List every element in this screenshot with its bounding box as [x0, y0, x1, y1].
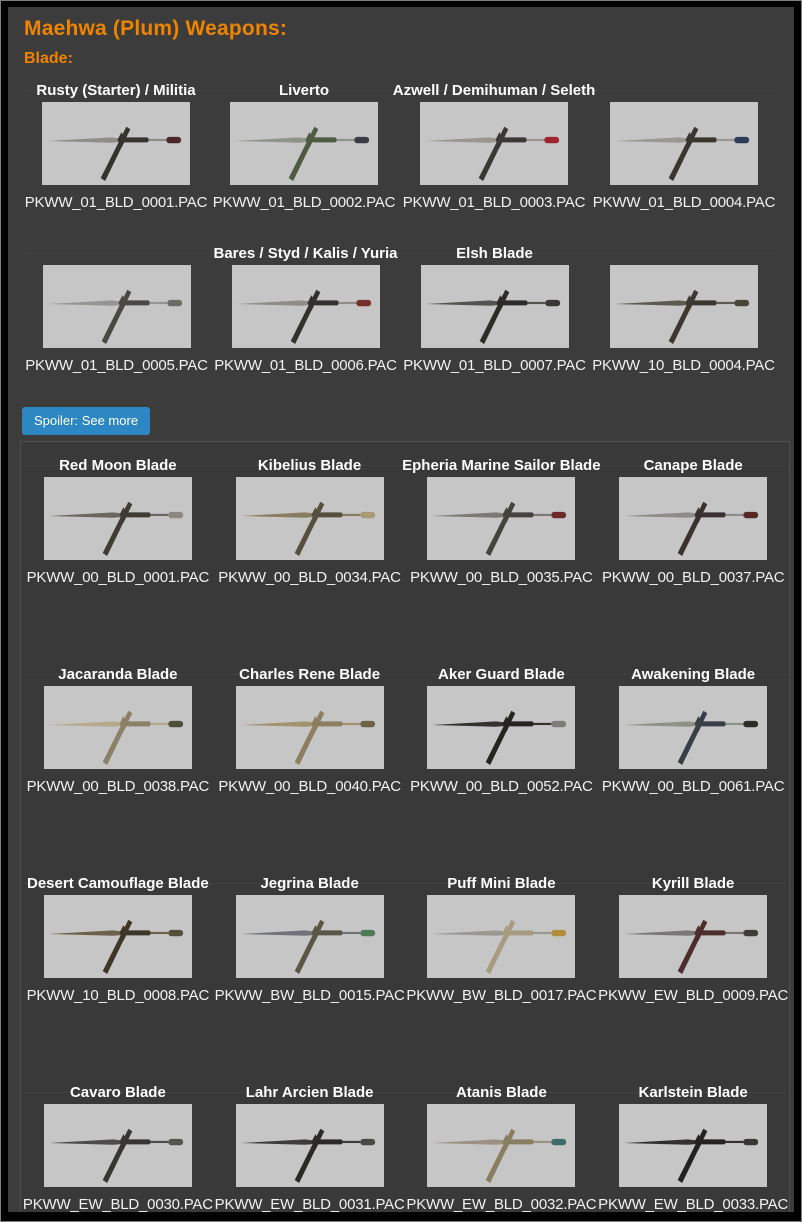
weapon-filename: PKWW_00_BLD_0038.PAC	[26, 778, 210, 795]
weapon-title: Awakening Blade	[631, 666, 756, 683]
weapon-thumbnail	[42, 102, 190, 185]
sword-icon	[44, 477, 192, 560]
sword-icon	[236, 686, 384, 769]
weapon-thumbnail	[619, 1104, 767, 1187]
sword-icon	[42, 102, 190, 185]
weapon-filename: PKWW_01_BLD_0002.PAC	[212, 194, 396, 211]
weapon-thumbnail	[420, 102, 568, 185]
weapon-thumbnail	[610, 102, 758, 185]
weapon-grid-top	[22, 81, 778, 375]
weapon-thumbnail	[421, 265, 569, 348]
weapon-thumbnail	[44, 686, 192, 769]
weapon-item	[22, 81, 210, 212]
weapon-title: Jacaranda Blade	[58, 666, 178, 683]
weapon-filename: PKWW_01_BLD_0004.PAC	[592, 194, 776, 211]
weapon-title: Canape Blade	[643, 457, 743, 474]
weapon-thumbnail	[236, 895, 384, 978]
weapon-item	[22, 244, 211, 375]
sword-icon	[619, 1104, 767, 1187]
sword-icon	[619, 477, 767, 560]
spoiler-panel	[20, 441, 790, 1212]
weapon-thumbnail	[619, 477, 767, 560]
weapon-item	[211, 244, 400, 375]
weapon-row	[22, 456, 789, 587]
weapon-grid-spoiler	[22, 456, 789, 1212]
weapon-filename: PKWW_BW_BLD_0017.PAC	[406, 987, 597, 1004]
weapon-item	[597, 1083, 789, 1212]
weapon-filename: PKWW_00_BLD_0001.PAC	[26, 569, 210, 586]
weapon-title: Charles Rene Blade	[239, 666, 381, 683]
sword-icon	[236, 1104, 384, 1187]
weapon-filename: PKWW_EW_BLD_0033.PAC	[598, 1196, 789, 1212]
sword-icon	[610, 102, 758, 185]
sword-icon	[43, 265, 191, 348]
sword-icon	[44, 686, 192, 769]
weapon-row	[22, 665, 789, 796]
weapon-filename: PKWW_10_BLD_0004.PAC	[592, 357, 775, 374]
weapon-row	[22, 244, 778, 375]
sword-icon	[236, 895, 384, 978]
weapon-thumbnail	[619, 895, 767, 978]
weapon-item	[406, 665, 598, 796]
weapon-filename: PKWW_00_BLD_0037.PAC	[601, 569, 785, 586]
weapon-item	[402, 456, 601, 587]
weapon-item	[406, 874, 598, 1005]
weapon-item	[214, 665, 406, 796]
weapon-item	[22, 1083, 214, 1212]
weapon-thumbnail	[230, 102, 378, 185]
weapon-thumbnail	[236, 686, 384, 769]
weapon-filename: PKWW_EW_BLD_0031.PAC	[214, 1196, 405, 1212]
sword-icon	[427, 477, 575, 560]
sword-icon	[610, 265, 758, 348]
weapon-filename: PKWW_10_BLD_0008.PAC	[26, 987, 210, 1004]
weapon-filename: PKWW_00_BLD_0061.PAC	[601, 778, 785, 795]
weapon-thumbnail	[43, 265, 191, 348]
sword-icon	[619, 895, 767, 978]
weapon-item	[597, 456, 789, 587]
weapon-title: Azwell / Demihuman / Seleth	[392, 82, 596, 99]
weapon-thumbnail	[427, 895, 575, 978]
sword-icon	[427, 895, 575, 978]
weapon-title: Kibelius Blade	[257, 457, 362, 474]
weapon-row	[22, 81, 778, 212]
weapon-row	[22, 874, 789, 1005]
weapon-title: Elsh Blade	[456, 245, 533, 262]
weapon-title: Epheria Marine Sailor Blade	[402, 457, 601, 474]
weapon-item	[589, 244, 778, 375]
page-title: Maehwa (Plum) Weapons:	[24, 17, 288, 40]
weapon-filename: PKWW_BW_BLD_0015.PAC	[214, 987, 405, 1004]
weapon-thumbnail	[236, 477, 384, 560]
sword-icon	[427, 1104, 575, 1187]
sword-icon	[232, 265, 380, 348]
weapon-title: Karlstein Blade	[638, 1084, 748, 1101]
weapon-title: Desert Camouflage Blade	[27, 875, 209, 892]
weapon-title: Bares / Styd / Kalis / Yuria	[213, 245, 398, 262]
weapon-filename: PKWW_EW_BLD_0030.PAC	[22, 1196, 213, 1212]
weapon-thumbnail	[232, 265, 380, 348]
weapon-thumbnail	[619, 686, 767, 769]
weapon-filename: PKWW_00_BLD_0034.PAC	[218, 569, 401, 586]
weapon-title: Lahr Arcien Blade	[245, 1084, 374, 1101]
weapon-title: Aker Guard Blade	[438, 666, 565, 683]
sword-icon	[236, 477, 384, 560]
weapon-item	[597, 665, 789, 796]
sword-icon	[619, 686, 767, 769]
sword-icon	[230, 102, 378, 185]
weapon-filename: PKWW_01_BLD_0007.PAC	[403, 357, 586, 374]
weapon-thumbnail	[427, 1104, 575, 1187]
weapon-thumbnail	[44, 895, 192, 978]
section-title-blade: Blade:	[24, 50, 73, 67]
weapon-filename: PKWW_EW_BLD_0009.PAC	[598, 987, 789, 1004]
forum-post-body	[8, 7, 794, 1212]
weapon-item	[214, 1083, 406, 1212]
weapon-item	[597, 874, 789, 1005]
weapon-filename: PKWW_01_BLD_0006.PAC	[214, 357, 397, 374]
weapon-filename: PKWW_00_BLD_0052.PAC	[410, 778, 593, 795]
weapon-item	[392, 81, 596, 212]
weapon-title: Liverto	[278, 82, 329, 99]
sword-icon	[427, 686, 575, 769]
sword-icon	[421, 265, 569, 348]
weapon-filename: PKWW_00_BLD_0040.PAC	[218, 778, 401, 795]
weapon-item	[22, 456, 214, 587]
weapon-filename: PKWW_00_BLD_0035.PAC	[410, 569, 593, 586]
weapon-thumbnail	[427, 686, 575, 769]
sword-icon	[420, 102, 568, 185]
weapon-item	[22, 665, 214, 796]
weapon-title: Red Moon Blade	[59, 457, 177, 474]
weapon-filename: PKWW_01_BLD_0005.PAC	[25, 357, 208, 374]
weapon-thumbnail	[610, 265, 758, 348]
weapon-row	[22, 1083, 789, 1212]
weapon-filename: PKWW_01_BLD_0003.PAC	[402, 194, 586, 211]
weapon-item	[22, 874, 214, 1005]
weapon-item	[406, 1083, 598, 1212]
spoiler-toggle-button[interactable]: Spoiler: See more	[22, 407, 150, 435]
weapon-item	[210, 81, 398, 212]
weapon-title: Atanis Blade	[455, 1084, 547, 1101]
weapon-title: Jegrina Blade	[260, 875, 359, 892]
weapon-title: Kyrill Blade	[651, 875, 735, 892]
weapon-title: Rusty (Starter) / Militia	[36, 82, 196, 99]
weapon-thumbnail	[44, 477, 192, 560]
sword-icon	[44, 895, 192, 978]
weapon-filename: PKWW_01_BLD_0001.PAC	[24, 194, 208, 211]
weapon-item	[214, 874, 406, 1005]
weapon-item	[214, 456, 406, 587]
weapon-thumbnail	[427, 477, 575, 560]
weapon-title: Cavaro Blade	[69, 1084, 166, 1101]
weapon-filename: PKWW_EW_BLD_0032.PAC	[406, 1196, 597, 1212]
weapon-item	[590, 81, 778, 212]
sword-icon	[44, 1104, 192, 1187]
weapon-title: Puff Mini Blade	[447, 875, 556, 892]
weapon-item	[400, 244, 589, 375]
weapon-thumbnail	[236, 1104, 384, 1187]
weapon-thumbnail	[44, 1104, 192, 1187]
